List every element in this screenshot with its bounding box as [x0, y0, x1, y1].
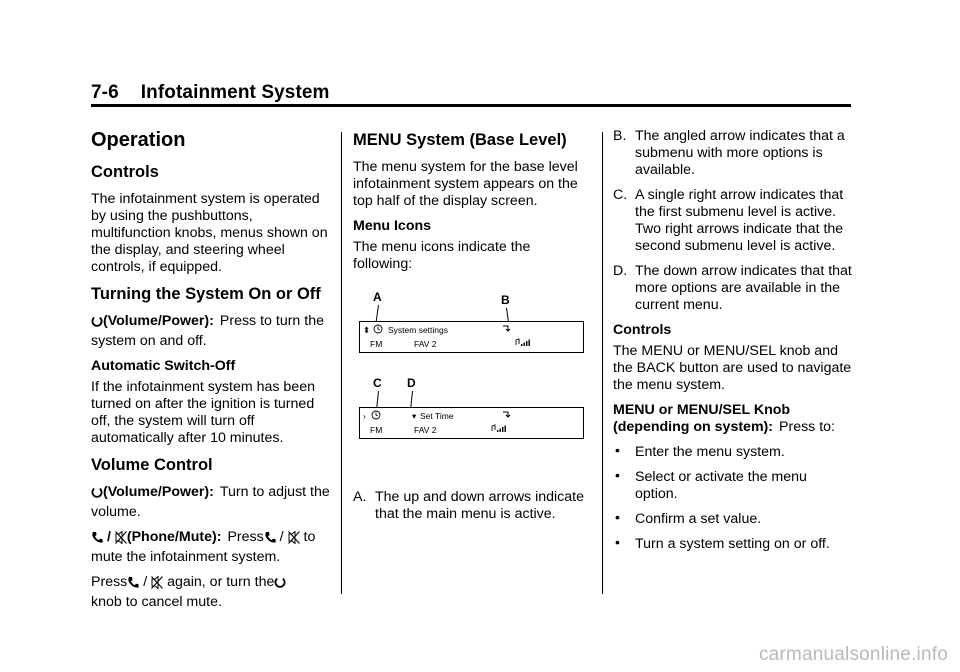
column-controls	[613, 122, 853, 561]
phone-icon	[264, 531, 276, 549]
controls-text: The MENU or MENU/SEL knob and the BACK button are used to navigate the menu system.	[613, 343, 852, 393]
slash: /	[143, 574, 148, 590]
power-icon	[274, 575, 286, 594]
phone-icon	[91, 531, 103, 549]
watermark[interactable]: carmanualsonline.info	[758, 644, 948, 665]
clock-icon	[373, 324, 383, 336]
knob-paragraph	[613, 402, 853, 436]
angled-arrow-icon	[502, 324, 512, 335]
mute-icon	[151, 576, 163, 594]
bullet-item	[613, 469, 853, 503]
power-label: (Volume/Power):	[103, 313, 214, 329]
column-divider	[341, 132, 342, 594]
menu-icons-intro: The menu icons indicate the following:	[353, 239, 531, 272]
right-arrow-icon: ›	[363, 411, 366, 421]
operation-heading: Operation	[91, 129, 186, 151]
volume-label: (Volume/Power):	[103, 484, 214, 500]
list-text: The down arrow indicates that that more options are available in the current menu.	[635, 263, 852, 313]
controls-heading: Controls	[613, 322, 672, 338]
phone-mute-label: (Phone/Mute):	[126, 529, 222, 545]
menu-label-set-time: Set Time	[420, 411, 454, 421]
callout-c-line	[376, 391, 379, 407]
menu-label-system-settings: System settings	[388, 325, 448, 335]
bullet-dot: •	[615, 509, 620, 525]
favorite-label: FAV 2	[414, 339, 437, 349]
signal-strength-icon	[490, 423, 508, 435]
auto-switch-off-text: If the infotainment system has been turned on after the ignition is turned off, the system will turn off automatically after 10 minutes.	[91, 379, 315, 446]
auto-switch-off-heading: Automatic Switch-Off	[91, 358, 236, 374]
down-arrow-icon: ▾	[412, 411, 417, 421]
display-screen-submenu	[359, 407, 584, 439]
menu-intro: The menu system for the base level infotainment system appears on the top half of the display screen.	[353, 159, 578, 209]
menu-system-heading: MENU System (Base Level)	[353, 131, 567, 149]
volume-paragraph	[91, 484, 331, 521]
page-header	[91, 82, 851, 104]
list-text: The angled arrow indicates that a submenu with more options is available.	[635, 128, 845, 178]
press-word: Press	[91, 574, 128, 590]
bullet-text: Select or activate the menu option.	[635, 469, 807, 502]
bullet-item	[613, 536, 853, 553]
list-label: C.	[613, 187, 628, 203]
mute-text: to mute the infotainment system.	[91, 529, 316, 565]
list-label: B.	[613, 128, 627, 144]
list-item-c	[613, 187, 853, 255]
list-text: A single right arrow indicates that the first submenu level is active. Two right arrows indicate that the second submenu level is active.	[635, 187, 844, 254]
list-label: A.	[353, 489, 367, 505]
clock-icon	[371, 410, 381, 422]
power-icon	[91, 485, 103, 504]
display-screen-main-menu	[359, 321, 584, 353]
knob-press-text: Press to:	[779, 419, 835, 435]
volume-control-heading: Volume Control	[91, 456, 213, 474]
column-operation	[91, 122, 331, 619]
press-word: Press	[227, 529, 264, 545]
callout-a: A	[373, 290, 382, 304]
menu-icons-heading: Menu Icons	[353, 218, 432, 234]
bullet-item	[613, 511, 853, 528]
section-title: Infotainment System	[140, 82, 330, 103]
bullet-dot: •	[615, 534, 620, 550]
callout-d: D	[407, 376, 416, 390]
again-text: again, or turn the	[167, 574, 275, 590]
callout-b-line	[506, 308, 509, 322]
list-item-b	[613, 128, 853, 179]
header-rule	[91, 104, 851, 107]
bullet-text: Turn a system setting on or off.	[635, 536, 830, 552]
bullet-text: Confirm a set value.	[635, 511, 762, 527]
mute-icon	[115, 531, 127, 549]
angled-arrow-icon	[502, 410, 512, 421]
mute-icon	[288, 531, 300, 549]
band-label: FM	[370, 425, 383, 435]
power-paragraph	[91, 313, 331, 350]
callout-b: B	[501, 293, 510, 307]
menu-display-figure	[353, 289, 591, 459]
slash: /	[106, 529, 111, 545]
controls-text: The infotainment system is operated by using the pushbuttons, multifunction knobs, menus shown on the display, and steering wheel controls, if equipped.	[91, 191, 328, 275]
phone-icon	[127, 576, 139, 594]
power-icon	[91, 314, 103, 333]
cancel-mute-paragraph	[91, 574, 331, 611]
list-item-a	[353, 489, 591, 523]
favorite-label: FAV 2	[414, 425, 437, 435]
band-label: FM	[370, 339, 383, 349]
signal-strength-icon	[514, 337, 532, 349]
list-item-d	[613, 263, 853, 314]
bullet-dot: •	[615, 467, 620, 483]
column-divider	[602, 132, 603, 594]
callout-c: C	[373, 376, 382, 390]
callout-a-line	[376, 305, 379, 321]
volume-text: Turn to adjust the volume.	[91, 484, 330, 520]
bullet-item	[613, 444, 853, 461]
turning-heading: Turning the System On or Off	[91, 285, 321, 303]
bullet-dot: •	[615, 442, 620, 458]
knob-label: MENU or MENU/SEL Knob (depending on system):	[613, 402, 791, 435]
up-down-arrow-icon: ⬍	[363, 325, 371, 335]
phone-mute-paragraph	[91, 529, 331, 566]
slash: /	[279, 529, 284, 545]
list-label: D.	[613, 263, 628, 279]
power-text: Press to turn the system on and off.	[91, 313, 324, 349]
page-number: 7-6	[91, 82, 119, 103]
list-text: The up and down arrows indicate that the main menu is active.	[375, 489, 584, 522]
bullet-text: Enter the menu system.	[635, 444, 785, 460]
controls-heading: Controls	[91, 163, 159, 181]
callout-d-line	[410, 391, 413, 407]
column-menu-system	[353, 122, 591, 531]
cancel-mute-text: knob to cancel mute.	[91, 594, 222, 610]
